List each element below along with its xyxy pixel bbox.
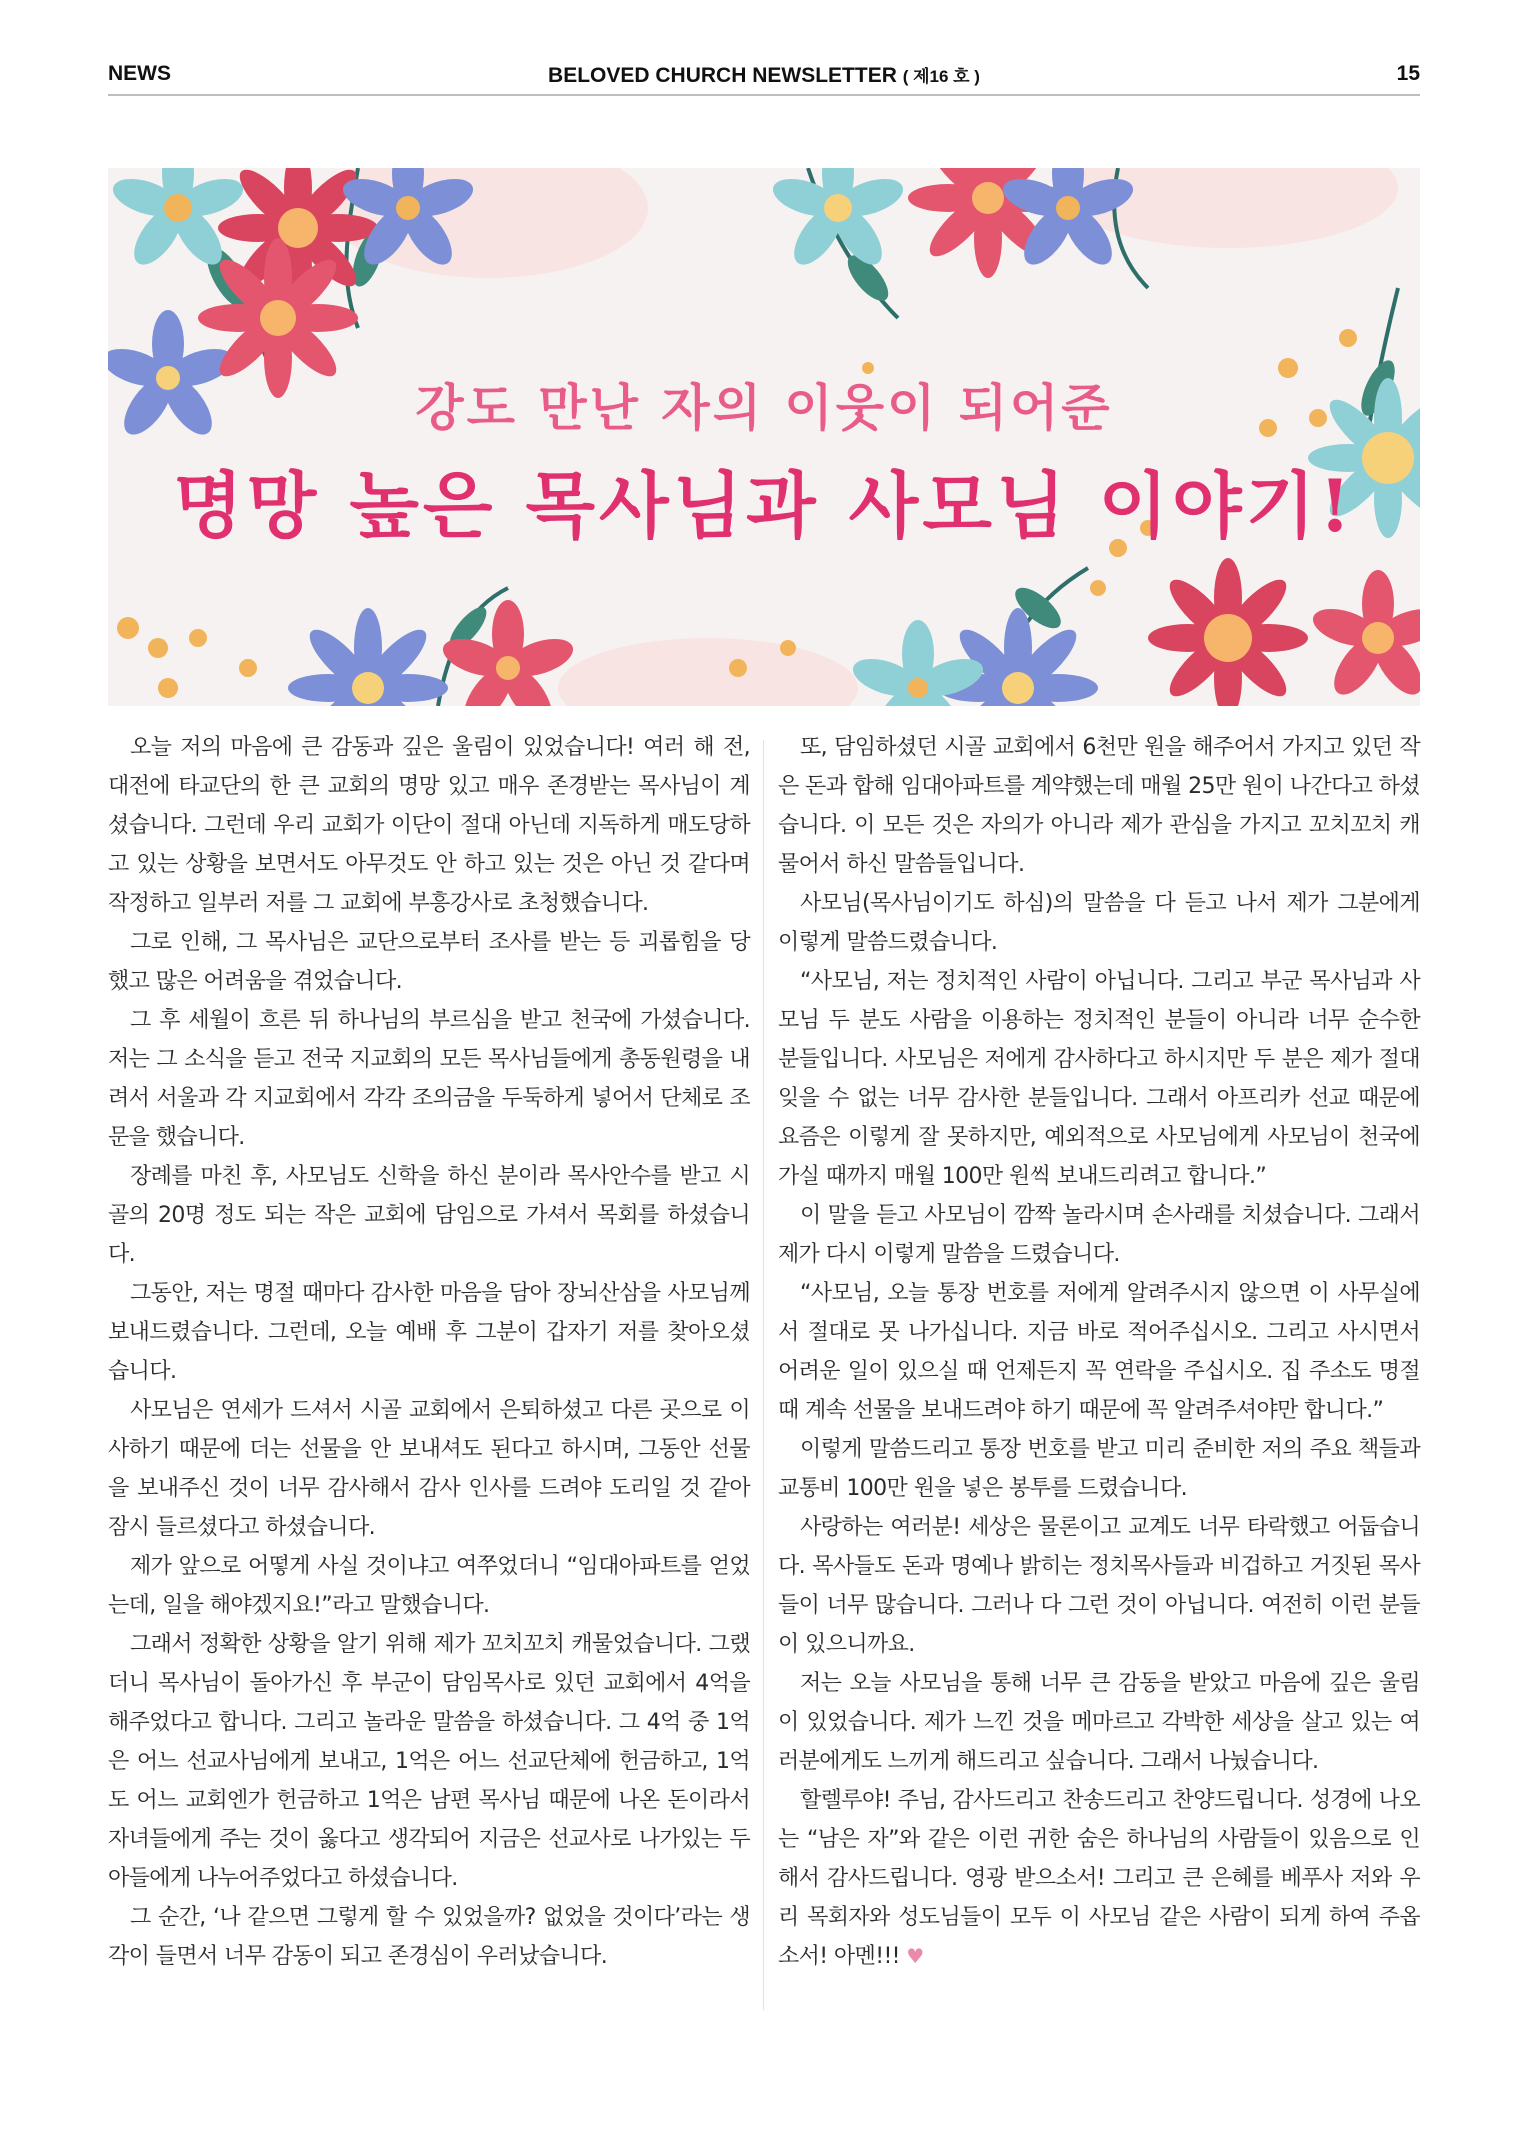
paragraph: 그동안, 저는 명절 때마다 감사한 마음을 담아 장뇌산삼을 사모님께 보내드렸습니다. 그런데, 오늘 예배 후 그분이 갑자기 저를 찾아오셨습니다. [108, 1281, 750, 1384]
banner-subtitle: 강도 만난 자의 이웃이 되어준 [415, 378, 1113, 437]
paragraph: 그로 인해, 그 목사님은 교단으로부터 조사를 받는 등 괴롭힘을 당했고 많은 어려움을 겪었습니다. [108, 930, 750, 994]
page-number: 15 [1396, 62, 1420, 85]
paragraph: 사모님은 연세가 드셔서 시골 교회에서 은퇴하셨고 다른 곳으로 이사하기 때문에 더는 선물을 안 보내셔도 된다고 하시며, 그동안 선물을 보내주신 것이 너무 감사해서 감사 인사를 드려야 도리일 것 같아 잠시 들르셨다고 하셨습니다. [108, 1398, 750, 1540]
paragraph: 그 후 세월이 흐른 뒤 하나님의 부르심을 받고 천국에 가셨습니다. 저는 그 소식을 듣고 전국 지교회의 모든 목사님들에게 총동원령을 내려서 서울과 각 지교회에서 각각 조의금을 두둑하게 넣어서 단체로 조문을 했습니다. [108, 1008, 750, 1150]
paragraph: 또, 담임하셨던 시골 교회에서 6천만 원을 해주어서 가지고 있던 작은 돈과 합해 임대아파트를 계약했는데 매월 25만 원이 나간다고 하셨습니다. 이 모든 것은 자의가 아니라 제가 관심을 가지고 꼬치꼬치 캐물어서 하신 말씀들입니다. [778, 735, 1420, 877]
article-body [108, 728, 1420, 2028]
article-banner [108, 168, 1420, 706]
paragraph: 사랑하는 여러분! 세상은 물론이고 교계도 너무 타락했고 어둡습니다. 목사들도 돈과 명예나 밝히는 정치목사들과 비겁하고 거짓된 목사들이 너무 많습니다. 그러나 다 그런 것이 아닙니다. 여전히 이런 분들이 있으니까요. [778, 1515, 1420, 1657]
banner-title: 명망 높은 목사님과 사모님 이야기! [173, 463, 1355, 548]
paragraph: 그래서 정확한 상황을 알기 위해 제가 꼬치꼬치 캐물었습니다. 그랬더니 목사님이 돌아가신 후 부군이 담임목사로 있던 교회에서 4억을 해주었다고 합니다. 그리고 놀라운 말씀을 하셨습니다. 그 4억 중 1억은 어느 선교사님에게 보내고, 1억은 어느 선교단체에 헌금하고, 1억도 어느 교회엔가 헌금하고 1억은 남편 목사님 때문에 나온 돈이라서 자녀들에게 주는 것이 옳다고 생각되어 지금은 선교사로 나가있는 두 아들에게 나누어주었다고 하셨습니다. [108, 1632, 750, 1891]
paragraph: 그 순간, ‘나 같으면 그렇게 할 수 있었을까? 없었을 것이다’라는 생각이 들면서 너무 감동이 되고 존경심이 우러났습니다. [108, 1905, 750, 1969]
paragraph [778, 1781, 1420, 1976]
heart-icon: ♥ [906, 1944, 924, 1968]
paragraph: 저는 오늘 사모님을 통해 너무 큰 감동을 받았고 마음에 깊은 울림이 있었습니다. 제가 느낀 것을 메마르고 각박한 세상을 살고 있는 여러분에게도 느끼게 해드리고 싶습니다. 그래서 나눴습니다. [778, 1671, 1420, 1774]
section-label: NEWS [108, 62, 171, 85]
paragraph: “사모님, 오늘 통장 번호를 저에게 알려주시지 않으면 이 사무실에서 절대로 못 나가십니다. 지금 바로 적어주십시오. 그리고 사시면서 어려운 일이 있으실 때 언제든지 꼭 연락을 주십시오. 집 주소도 명절 때 계속 선물을 보내드려야 하기 때문에 꼭 알려주셔야만 합니다.” [778, 1281, 1420, 1423]
page-header [108, 58, 1420, 96]
column-divider [763, 740, 764, 2010]
article-right-column [778, 728, 1420, 1976]
paragraph: 제가 앞으로 어떻게 사실 것이냐고 여쭈었더니 “임대아파트를 얻었는데, 일을 해야겠지요!”라고 말했습니다. [108, 1554, 750, 1618]
paragraph: “사모님, 저는 정치적인 사람이 아닙니다. 그리고 부군 목사님과 사모님 두 분도 사람을 이용하는 정치적인 분들이 아니라 너무 순수한 분들입니다. 사모님은 저에게 감사하다고 하시지만 두 분은 제가 절대 잊을 수 없는 너무 감사한 분들입니다. 그래서 아프리카 선교 때문에 요즘은 이렇게 잘 못하지만, 예외적으로 사모님에게 사모님이 천국에 가실 때까지 매월 100만 원씩 보내드리려고 합니다.” [778, 969, 1420, 1189]
article-left-column [108, 728, 750, 1976]
paragraph: 사모님(목사님이기도 하심)의 말씀을 다 듣고 나서 제가 그분에게 이렇게 말씀드렸습니다. [778, 891, 1420, 955]
closing-paragraph-text: 할렐루야! 주님, 감사드리고 찬송드리고 찬양드립니다. 성경에 나오는 “남은 자”와 같은 이런 귀한 숨은 하나님의 사람들이 있음으로 인해서 감사드립니다. 영광 받으소서! 그리고 큰 은혜를 베푸사 저와 우리 목회자와 성도님들이 모두 이 사모님 같은 사람이 되게 하여 주옵소서! 아멘!!! [778, 1788, 1420, 1969]
paragraph: 이 말을 듣고 사모님이 깜짝 놀라시며 손사래를 치셨습니다. 그래서 제가 다시 이렇게 말씀을 드렸습니다. [778, 1203, 1420, 1267]
issue-number: ( 제16 호 ) [902, 67, 980, 86]
newsletter-name: BELOVED CHURCH NEWSLETTER [548, 64, 897, 87]
newsletter-title [108, 62, 1420, 88]
paragraph: 오늘 저의 마음에 큰 감동과 깊은 울림이 있었습니다! 여러 해 전, 대전에 타교단의 한 큰 교회의 명망 있고 매우 존경받는 목사님이 계셨습니다. 그런데 우리 교회가 이단이 절대 아닌데 지독하게 매도당하고 있는 상황을 보면서도 아무것도 안 하고 있는 것은 아닌 것 같다며 작정하고 일부러 저를 그 교회에 부흥강사로 초청했습니다. [108, 735, 750, 916]
paragraph: 장례를 마친 후, 사모님도 신학을 하신 분이라 목사안수를 받고 시골의 20명 정도 되는 작은 교회에 담임으로 가셔서 목회를 하셨습니다. [108, 1164, 750, 1267]
paragraph: 이렇게 말씀드리고 통장 번호를 받고 미리 준비한 저의 주요 책들과 교통비 100만 원을 넣은 봉투를 드렸습니다. [778, 1437, 1420, 1501]
